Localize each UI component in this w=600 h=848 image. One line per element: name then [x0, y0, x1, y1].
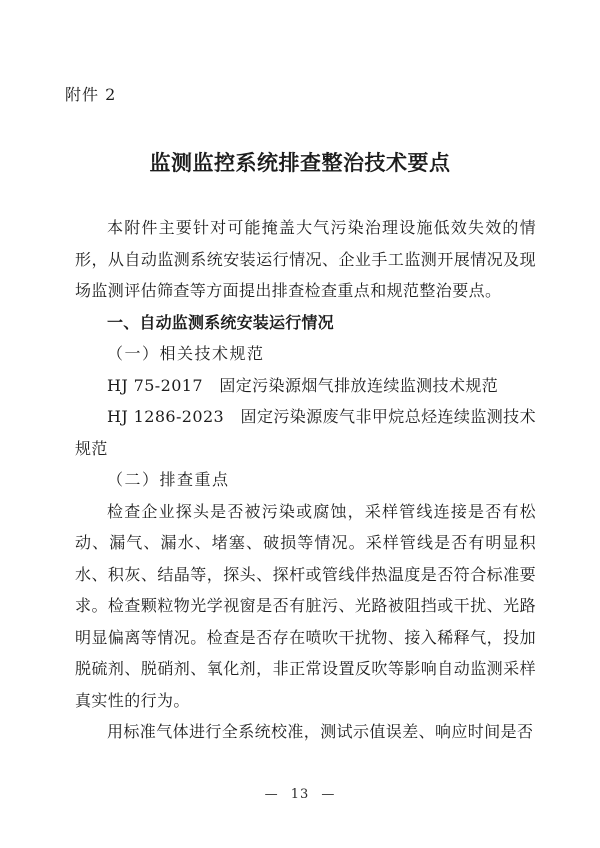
page-number-footer: — 13 — — [264, 787, 336, 802]
document-body — [75, 212, 536, 748]
standard-reference-hj1286: HJ 1286-2023 固定污染源废气非甲烷总烃连续监测技术规范 — [75, 407, 536, 458]
attachment-label: 附件 2 — [65, 85, 117, 104]
subsection-heading-inspection-focus: （二）排查重点 — [107, 470, 230, 489]
section-heading-auto-monitoring: 一、自动监测系统安装运行情况 — [107, 312, 334, 332]
inspection-paragraph: 检查企业探头是否被污染或腐蚀，采样管线连接是否有松动、漏气、漏水、堵塞、破损等情况。采样管线是否有明显积水、积灰、结晶等，探头、探杆或管线伴热温度是否符合标准要求。检查颗粒物光学视窗是否有脏污、光路被阻挡或干扰、光路明显偏离等情况。检查是否存在喷吹干扰物、接入稀释气，投加脱硫剂、脱硝剂、氧化剂，非正常设置反吹等影响自动监测采样真实性的行为。 — [75, 501, 536, 710]
calibration-paragraph: 用标准气体进行全系统校准，测试示值误差、响应时间是否 — [107, 722, 534, 741]
document-title: 监测监控系统排查整治技术要点 — [149, 150, 451, 175]
standard-reference-hj75: HJ 75-2017 固定污染源烟气排放连续监测技术规范 — [107, 375, 499, 395]
subsection-heading-technical-standards: （一）相关技术规范 — [107, 344, 265, 363]
intro-paragraph: 本附件主要针对可能掩盖大气污染治理设施低效失效的情形，从自动监测系统安装运行情况、企业手工监测开展情况及现场监测评估筛查等方面提出排查检查重点和规范整治要点。 — [75, 218, 536, 300]
